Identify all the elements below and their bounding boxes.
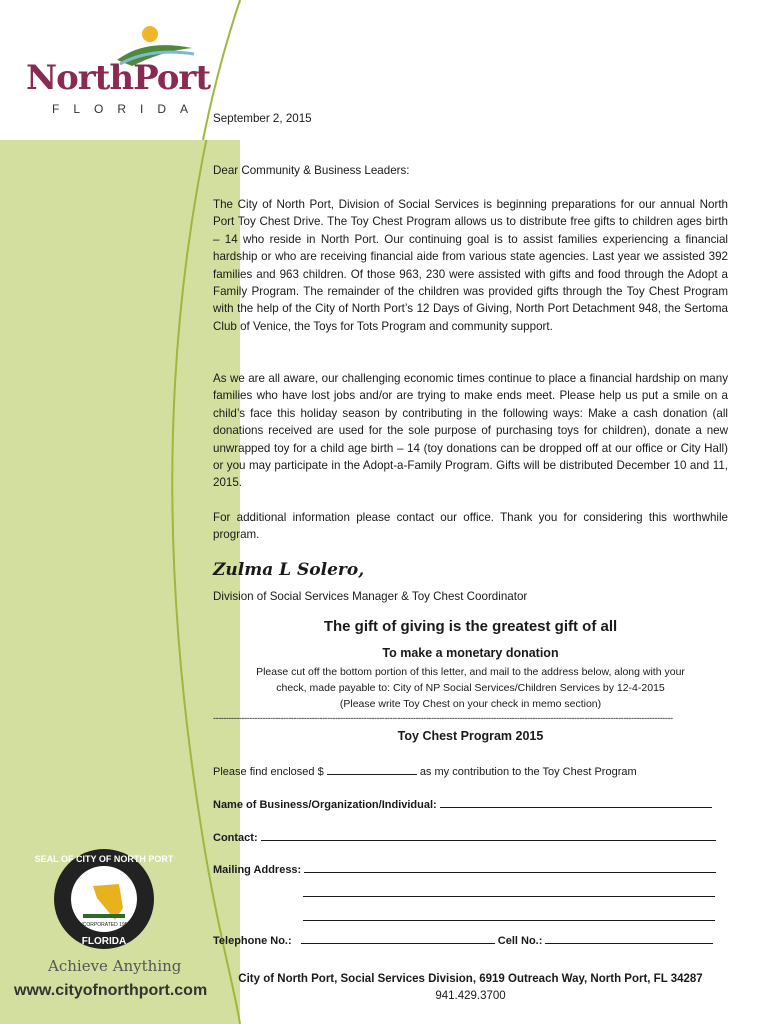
name-label: Name of Business/Organization/Individual: (213, 799, 437, 811)
contact-label: Contact: (213, 832, 258, 844)
footer-phone: 941.429.3700 (435, 990, 506, 1002)
telephone-label: Telephone No.: (213, 935, 292, 947)
footer-address: City of North Port, Social Services Division, 6919 Outreach Way, North Port, FL 34287 (238, 973, 703, 985)
letter-greeting: Dear Community & Business Leaders: (213, 164, 410, 177)
paragraph-3: For additional information please contact our office. Thank you for considering this worthwhile program. (213, 511, 728, 542)
cell-field[interactable] (545, 932, 713, 944)
donation-subhead: To make a monetary donation (382, 646, 559, 660)
donation-headline: The gift of giving is the greatest gift of all (323, 618, 618, 635)
name-field[interactable] (440, 796, 712, 808)
paragraph-2: As we are all aware, our challenging economic times continue to place a financial hardship on many families who have lost jobs and/or are trying to make ends meet. Please help us put a smile on a child’s face this holiday season by contributing in the following ways: Make a cash donation (all donations received are used for the sole purpose of purchasing toys for children), donate a new unwrapped toy for a child age birth – 14 (toy donations can be dropped off at our office or City Hall) or you may participate in the Adopt-a-Family Program. Gifts will be distributed December 10 and 11, 2015. (213, 372, 728, 490)
instructions-line-3: (Please write Toy Chest on your check in memo section) (339, 698, 602, 710)
enclosed-suffix: as my contribution to the Toy Chest Program (419, 766, 637, 778)
mailing-field-2[interactable] (303, 885, 715, 897)
contact-row (213, 829, 716, 844)
website-url[interactable]: www.cityofnorthport.com (14, 982, 208, 999)
phone-row (213, 932, 713, 947)
mailing-field-1[interactable] (304, 861, 716, 873)
amount-field[interactable] (327, 763, 417, 775)
cut-line: --------------------------------------------------------------------------------------------------------------------------------------------------------------------------------- (213, 713, 673, 723)
mailing-label: Mailing Address: (213, 864, 302, 876)
mailing-row-2 (303, 885, 715, 900)
enclosed-prefix: Please find enclosed $ (213, 766, 324, 778)
logo-subtitle: FLORIDA (52, 102, 203, 116)
svg-text:SEAL OF CITY OF NORTH PORT: SEAL OF CITY OF NORTH PORT (34, 854, 174, 864)
letter-date: September 2, 2015 (213, 112, 312, 125)
cell-label: Cell No.: (497, 935, 543, 947)
mailing-row (213, 861, 716, 876)
tagline: Achieve Anything (48, 957, 182, 975)
form-title: Toy Chest Program 2015 (397, 729, 544, 743)
instructions-line-2: check, made payable to: City of NP Social Services/Children Services by 12-4-2015 (276, 682, 665, 694)
mailing-field-3[interactable] (303, 909, 715, 921)
donation-instructions (213, 664, 728, 712)
svg-text:INCORPORATED 1959: INCORPORATED 1959 (77, 922, 131, 928)
city-seal-icon (34, 848, 174, 950)
amount-row (213, 763, 637, 778)
logo-name: NorthPort (26, 58, 211, 98)
signer-title: Division of Social Services Manager & Toy Chest Coordinator (213, 590, 528, 603)
mailing-row-3 (303, 909, 715, 924)
name-row (213, 796, 712, 811)
north-port-logo (22, 20, 211, 120)
contact-field[interactable] (261, 829, 716, 841)
signature: Zulma L Solero, (213, 560, 365, 580)
telephone-field[interactable] (301, 932, 495, 944)
svg-text:FLORIDA: FLORIDA (81, 936, 127, 947)
instructions-line-1: Please cut off the bottom portion of this letter, and mail to the address below, along with your (256, 666, 685, 678)
paragraph-1: The City of North Port, Division of Social Services is beginning preparations for our annual North Port Toy Chest Drive. The Toy Chest Program allows us to distribute free gifts to children ages birth – 14 who reside in North Port. Our continuing goal is to assist families experiencing a financial hardship or who are receiving financial aide from various state agencies. Last year we assisted 392 families and 963 children. Of those 963, 230 were assisted with gifts and food through the Adopt a Family Program. The remainder of the children was provided gifts through the Toy Chest Program with the help of the City of North Port’s 12 Days of Giving, North Port Detachment 948, the Sertoma Club of Venice, the Toys for Tots Program and community support. (213, 198, 728, 333)
